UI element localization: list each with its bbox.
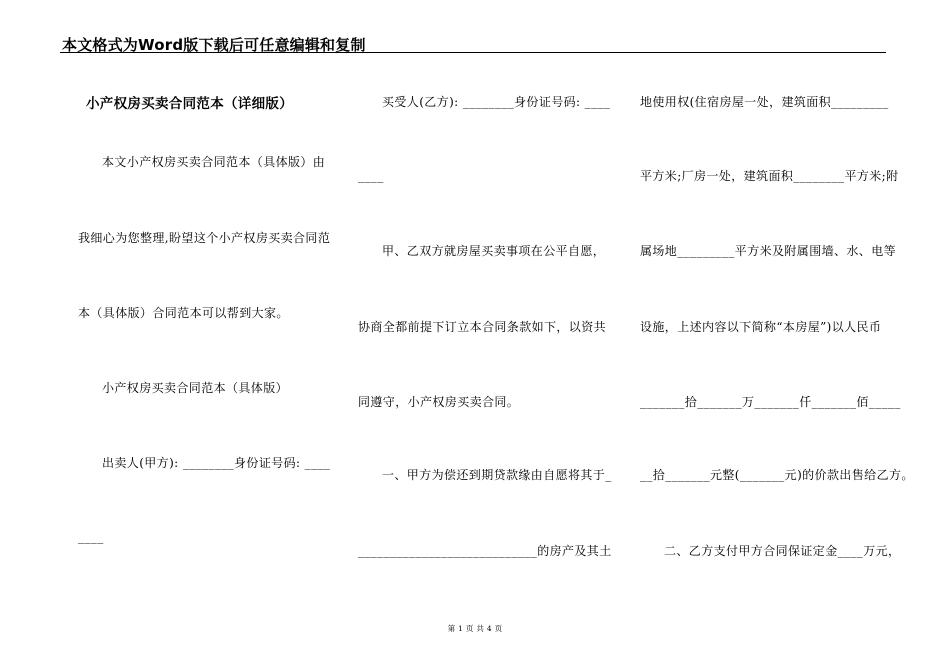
document-header-title: 本文格式为Word版下载后可任意编辑和复制: [62, 36, 366, 54]
column-2-line-4: 协商全都前提下订立本合同条款如下，以资共: [358, 320, 607, 334]
column-2-line-7: ____________________________的房产及其土: [358, 544, 612, 558]
column-1-line-6: ____: [78, 530, 104, 544]
column-2-line-1: 买受人(乙方): ________身份证号码: ____: [382, 95, 611, 109]
column-3-line-3: 属场地_________平方米及附属围墙、水、电等: [640, 244, 897, 258]
column-3-line-5: _______拾_______万_______仟_______佰_____: [640, 395, 901, 409]
column-3-line-2: 平方米;厂房一处，建筑面积________平方米;附: [640, 169, 899, 183]
document-title: 小产权房买卖合同范本（详细版）: [86, 96, 293, 112]
column-1-line-1: 本文小产权房买卖合同范本（具体版）由: [102, 155, 326, 169]
column-3-line-1: 地使用权(住宿房屋一处，建筑面积_________: [640, 95, 889, 109]
column-2-line-5: 同遵守，小产权房买卖合同。: [358, 395, 520, 409]
header-divider: [60, 52, 886, 53]
column-2-line-3: 甲、乙双方就房屋买卖事项在公平自愿，: [382, 244, 606, 258]
column-2-line-2: ____: [358, 169, 384, 183]
page-footer: 第 1 页 共 4 页: [447, 624, 503, 633]
column-1-line-5: 出卖人(甲方): ________身份证号码: ____: [102, 456, 331, 470]
column-2-line-6: 一、甲方为偿还到期贷款缘由自愿将其于_: [382, 468, 612, 482]
column-3-line-4: 设施，上述内容以下简称“本房屋”)以人民币: [640, 320, 882, 334]
column-3-line-7: 二、乙方支付甲方合同保证定金____万元，: [664, 544, 901, 558]
column-1-line-4: 小产权房买卖合同范本（具体版）: [102, 381, 289, 395]
column-3-line-6: __拾_______元整(_______元)的价款出售给乙方。: [640, 468, 914, 482]
column-1-line-3: 本（具体版）合同范本可以帮到大家。: [78, 306, 289, 320]
column-1-line-2: 我细心为您整理,盼望这个小产权房买卖合同范: [78, 231, 331, 245]
